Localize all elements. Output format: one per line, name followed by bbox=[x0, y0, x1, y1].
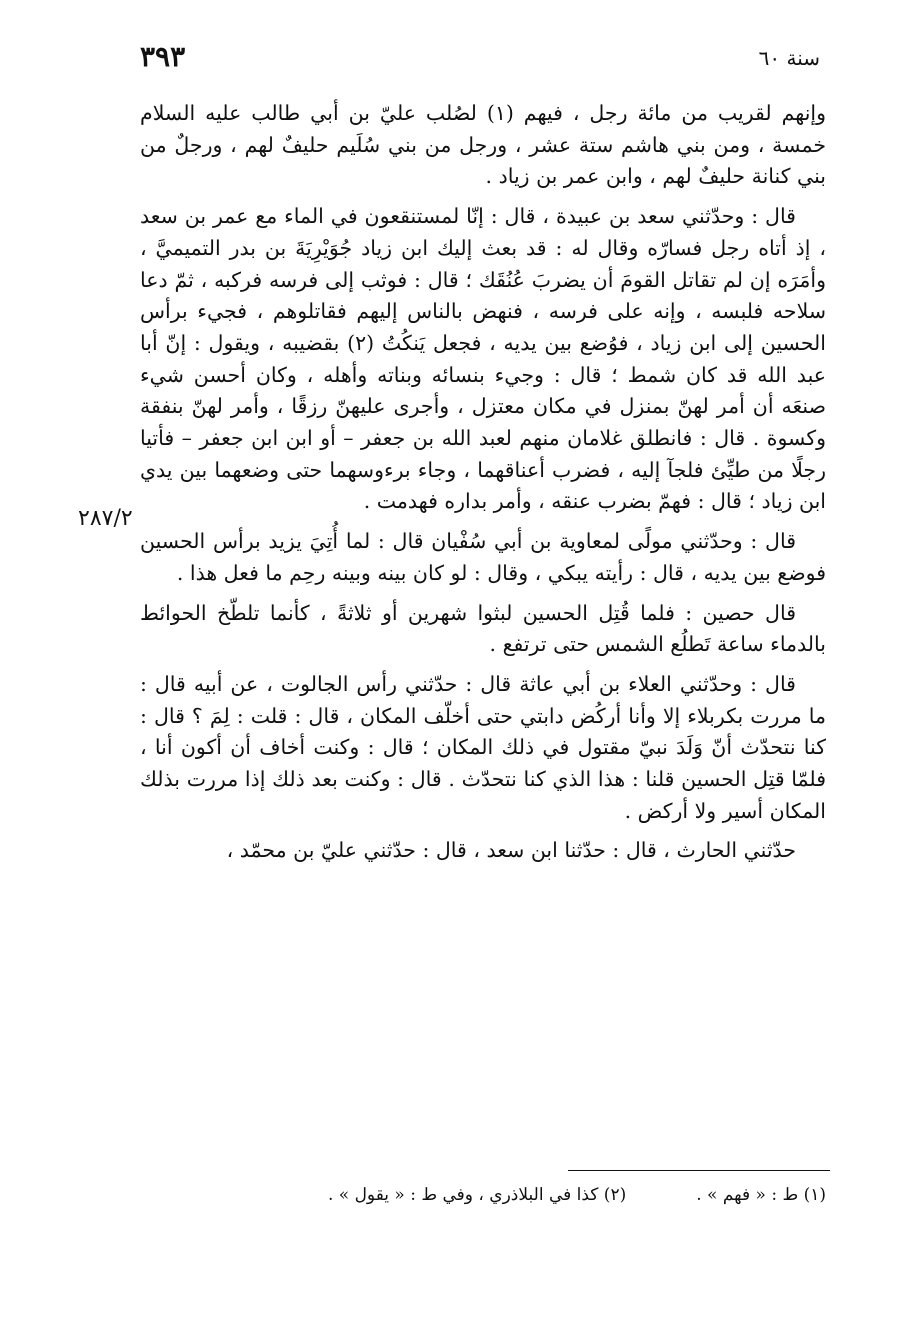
paragraph: قال : وحدّثني سعد بن عبيدة ، قال : إنّا لمستنقعون في الماء مع عمر بن سعد ، إذ أتاه رجل فسارّه وقال له : قد بعث إليك ابن زياد جُوَيْرِيَةَ بن بدر التميميَّ ، وأمَرَه إن لم تقاتل القومَ أن يضربَ عُنُقَك ؛ قال : فوثب إلى فرسه فركبه ، ثمّ دعا سلاحه فلبسه ، وإنه على فرسه ، فنهض بالناس إليهم فقاتلوهم ، فجيء برأس الحسين إلى ابن زياد ، فوُضع بين يديه ، فجعل يَنكُتُ (٢) بقضيبه ، ويقول : إنّ أبا عبد الله قد كان شمط ؛ قال : وجيء بنسائه وبناته وأهله ، وكان أحسن شيء صنعَه أن أمر لهنّ بمنزل في مكان معتزل ، وأجرى عليهنّ رزقًا ، وأمر لهنّ بنفقة وكسوة . قال : فانطلق غلامان منهم لعبد الله بن جعفر – أو ابن ابن جعفر – فأتيا رجلًا من طيِّئ فلجآ إليه ، فضرب أعناقهما ، وجاء برءوسهما حتى وضعهما بين يدي ابن زياد ؛ قال : فهمّ بضرب عنقه ، وأمر بداره فهدمت . bbox=[140, 204, 826, 514]
page-header bbox=[140, 40, 820, 80]
paragraph: حدّثني الحارث ، قال : حدّثنا ابن سعد ، قال : حدّثني عليّ بن محمّد ، bbox=[226, 838, 796, 863]
paragraph: قال : وحدّثني العلاء بن أبي عاثة قال : حدّثني رأس الجالوت ، عن أبيه قال : ما مررت بكربلاء إلا وأنا أركُض دابتي حتى أخلّف المكان ، قال : قلت : لِمَ ؟ قال : كنا نتحدّث أنّ وَلَدَ نبيّ مقتول في ذلك المكان ؛ قال : وكنت أخاف أن أكون أنا ، فلمّا قتِل الحسين قلنا : هذا الذي كنا نتحدّث . قال : وكنت بعد ذلك إذا مررت بذلك المكان أسير ولا أركض . bbox=[140, 671, 826, 823]
paragraph: وإنهم لقريب من مائة رجل ، فيهم (١) لصُلب عليّ بن أبي طالب عليه السلام خمسة ، ومن بني هاشم ستة عشر ، ورجل من بني سُلَيم حليفٌ لهم ، ورجلٌ من بني كنانة حليفٌ لهم ، وابن عمر بن زياد . bbox=[140, 101, 826, 189]
running-head: سنة ٦٠ bbox=[758, 46, 820, 70]
footnote-2: (٢) كذا في البلاذري ، وفي ط : « يقول » . bbox=[327, 1185, 627, 1205]
paragraph: قال : وحدّثني مولًى لمعاوية بن أبي سُفْيان قال : لما أُتِيَ يزيد برأس الحسين فوضع بين يديه ، قال : رأيته يبكي ، وقال : لو كان بينه وبينه رحِم ما فعل هذا . bbox=[140, 529, 826, 585]
footnote-separator bbox=[568, 1170, 830, 1171]
body-text bbox=[140, 98, 826, 875]
page-number: ٣٩٣ bbox=[140, 40, 186, 73]
margin-reference: ٢٨٧/٢ bbox=[78, 506, 133, 531]
footnote-1: (١) ط : « فهم » . bbox=[696, 1185, 826, 1205]
paragraph: قال حصين : فلما قُتِل الحسين لبثوا شهرين أو ثلاثةً ، كأنما تلطّخ الحوائط بالدماء ساعة تَطلُع الشمس حتى ترتفع . bbox=[140, 600, 826, 657]
footnotes bbox=[140, 1182, 826, 1208]
